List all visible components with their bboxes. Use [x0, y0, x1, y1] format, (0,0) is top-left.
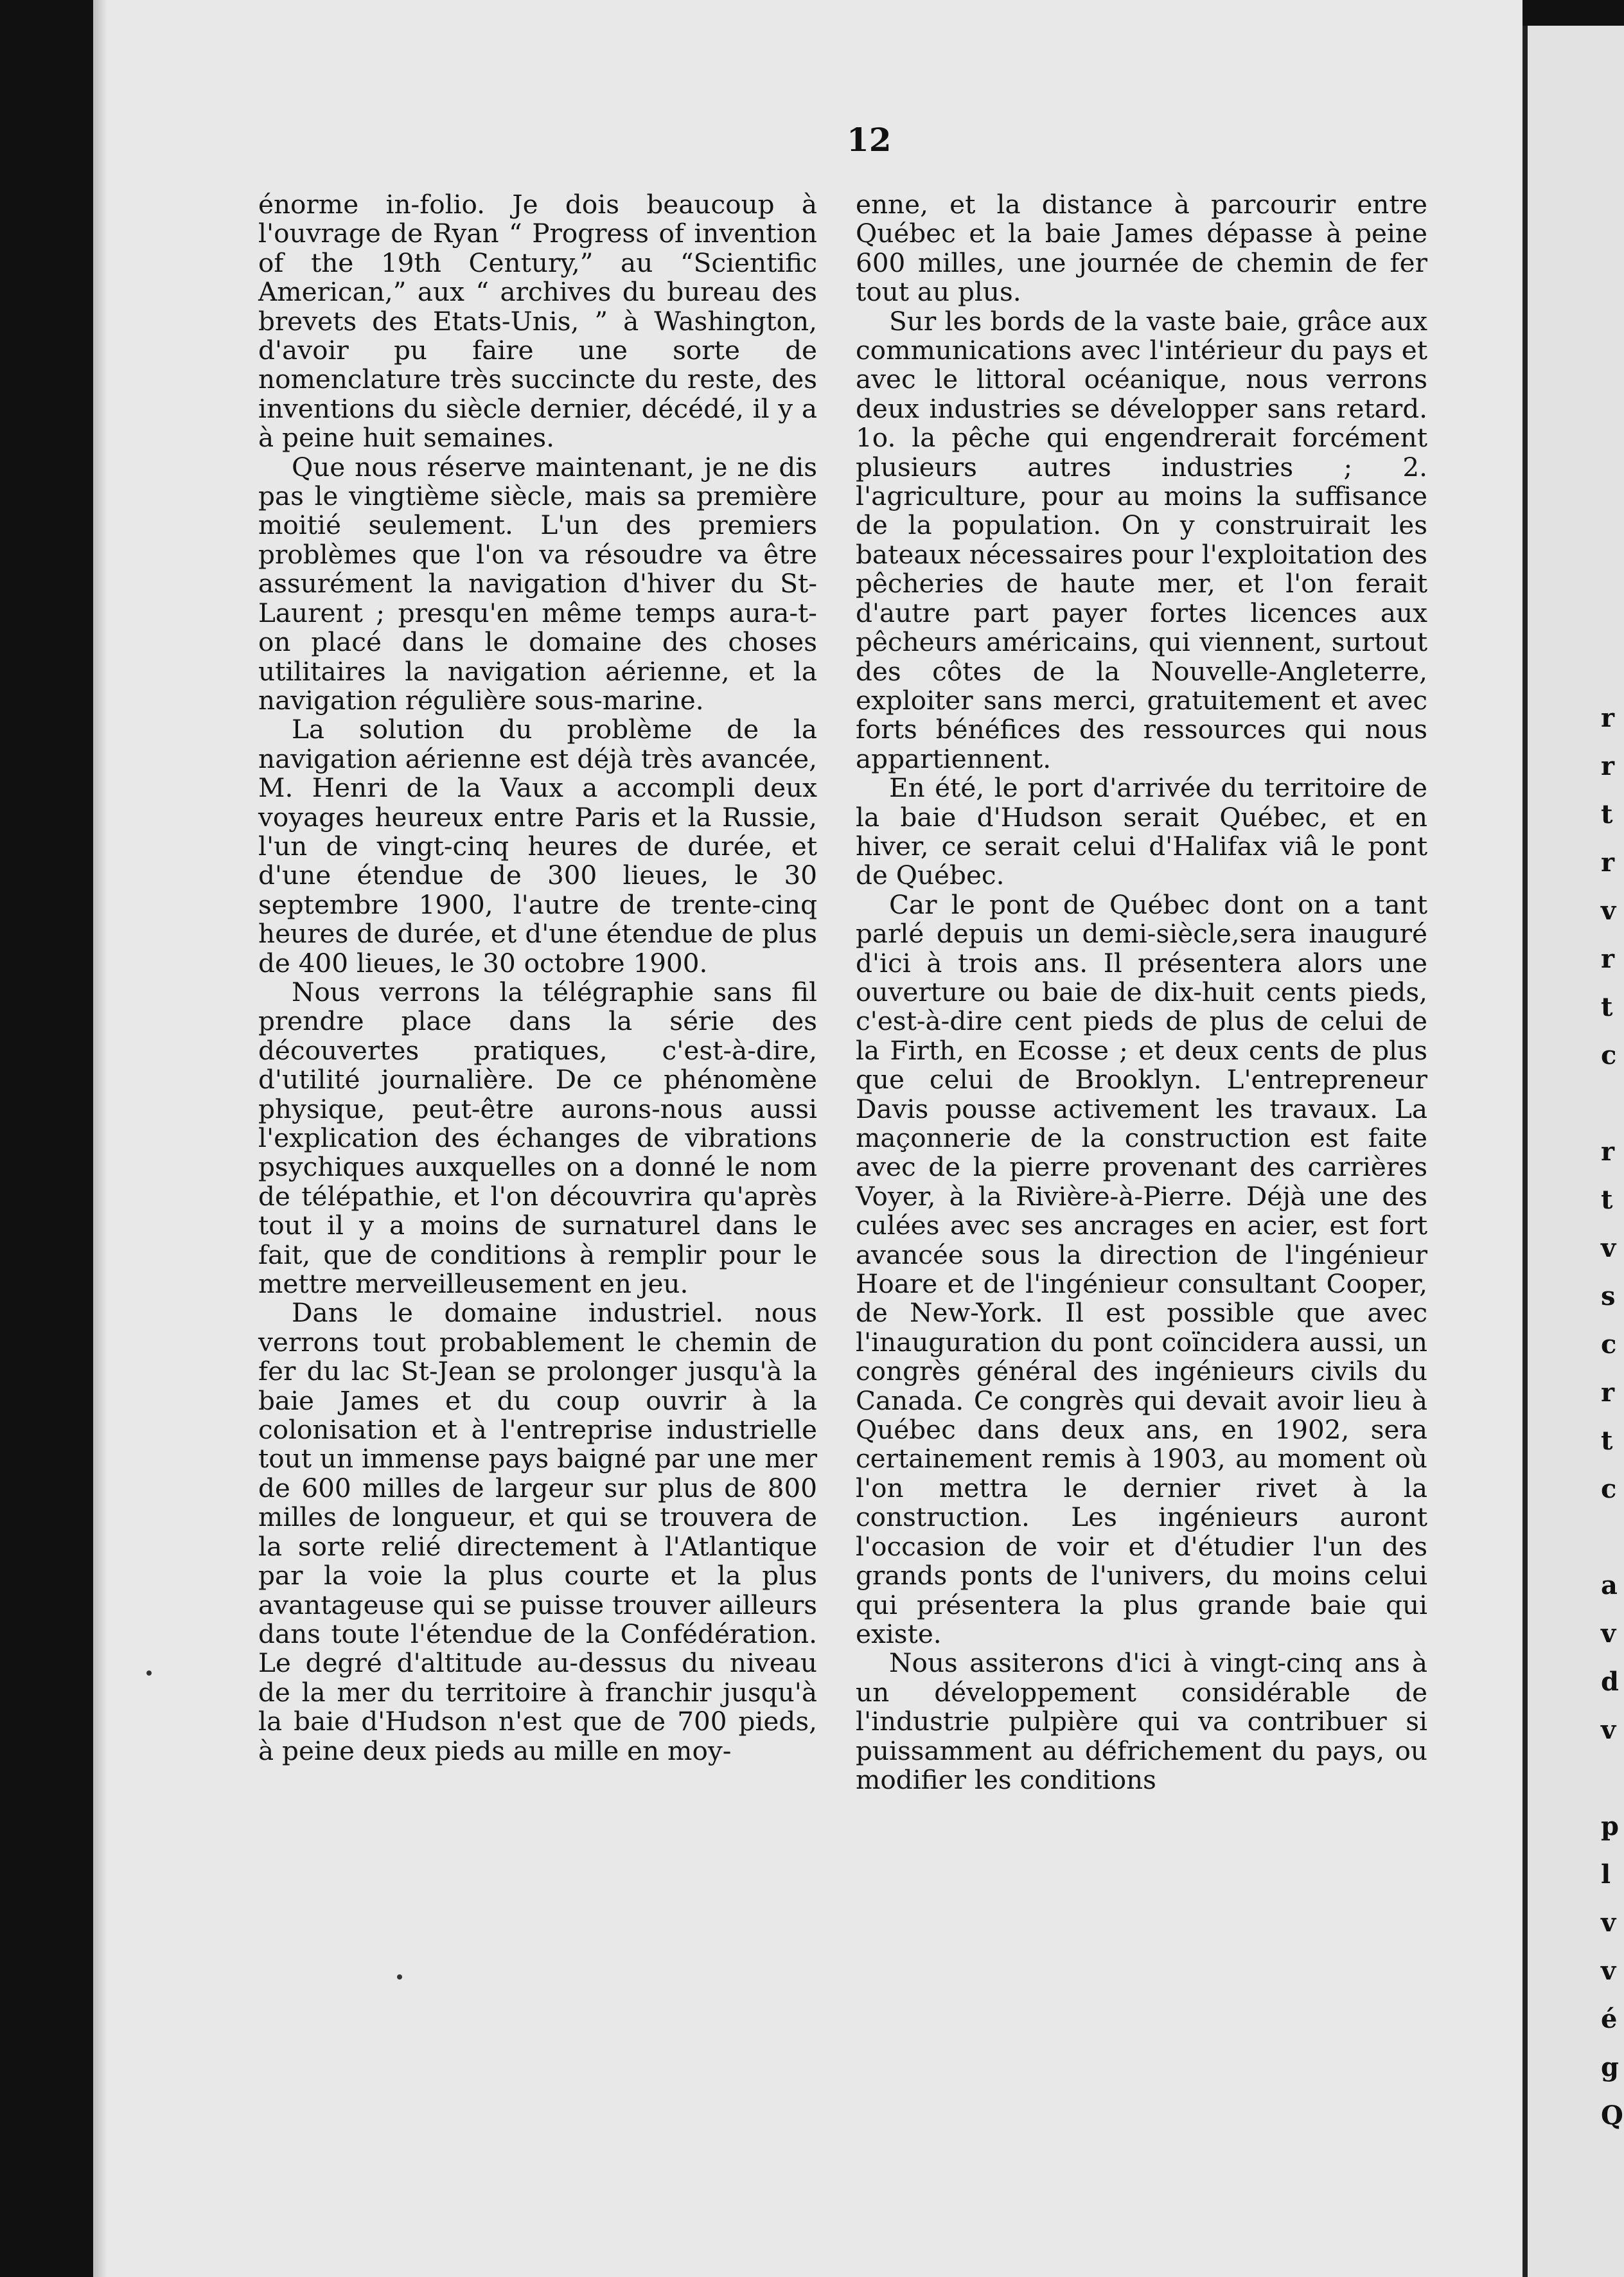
paragraph: Nous verrons la télégraphie sans fil prendre place dans la série des découvertes pratiques, c'est-à-dire, d'utilité journalière. De ce phénomène physique, peut-être aurons-nous aussi l'explication des échanges de vibrations psychiques auxquelles on a donné le nom de télépathie, et l'on découvrira qu'après tout il y a moins de surnaturel dans le fait, que de conditions à remplir pour le mettre merveilleusement en jeu. [258, 976, 817, 1300]
page-number: 12 [847, 121, 892, 159]
paragraph: Car le pont de Québec dont on a tant parlé depuis un demi-siècle,sera inauguré d'ici à trois ans. Il présentera alors une ouverture ou baie de dix-huit cents pieds, c'est-à-dire cent pieds de plus de celui de la Firth, en Ecosse ; et deux cents de plus que celui de Brooklyn. L'entrepreneur Davis pousse activement les travaux. La maçonnerie de la construction est faite avec de la pierre provenant des carrières Voyer, à la Rivière-à-Pierre. Déjà une des culées avec ses ancrages en acier, est fort avancée sous la direction de l'ingénieur Hoare et de l'ingénieur consultant Cooper, de New-York. Il est possible que avec l'inauguration du pont coïncidera aussi, un congrès général des ingénieurs civils du Canada. Ce congrès qui devait avoir lieu à Québec dans deux ans, en 1902, sera certainement remis à 1903, au moment où l'on mettra le dernier rivet à la construction. Les ingénieurs auront l'occasion de voir et d'étudier l'un des grands ponts de l'univers, du moins celui qui présentera la plus grande baie qui existe. [856, 889, 1427, 1649]
left-column [258, 190, 817, 1766]
paragraph: Sur les bords de la vaste baie, grâce aux communications avec l'intérieur du pays et avec le littoral océanique, nous verrons deux industries se développer sans retard. 1o. la pêche qui engendrerait forcément plusieurs autres industries ; 2. l'agriculture, pour au moins la suffisance de la population. On y construirait les bateaux nécessaires pour l'exploitation des pêcheries de haute mer, et l'on ferait d'autre part payer fortes licences aux pêcheurs américains, qui viennent, surtout des côtes de la Nouvelle-Angleterre, exploiter sans merci, gratuitement et avec forts bénéfices des ressources qui nous appartiennent. [856, 305, 1427, 774]
page-binding-shadow [93, 0, 107, 2277]
paragraph: Nous assiterons d'ici à vingt-cinq ans à un développement considérable de l'industrie pulpière qui va contribuer si puissamment au défrichement du pays, ou modifier les conditions [856, 1647, 1427, 1795]
paragraph: énorme in-folio. Je dois beaucoup à l'ouvrage de Ryan “ Progress of invention of the 19th Century,” au “Scientific American,” aux “ archives du bureau des brevets des Etats-Unis, ” à Washington, d'avoir pu faire une sorte de nomenclature très succincte du reste, des inventions du siècle dernier, décédé, il y a à peine huit semaines. [258, 189, 817, 454]
ink-speck [397, 1974, 402, 1980]
paragraph: enne, et la distance à parcourir entre Québec et la baie James dépasse à peine 600 milles, une journée de chemin de fer tout au plus. [856, 189, 1427, 308]
ink-speck [146, 1670, 152, 1676]
page-gutter [1522, 26, 1528, 2277]
right-column [856, 190, 1427, 1794]
paragraph: En été, le port d'arrivée du territoire de la baie d'Hudson serait Québec, et en hiver, ce serait celui d'Halifax viâ le pont de Québec. [856, 772, 1427, 891]
paragraph: La solution du problème de la navigation aérienne est déjà très avancée, M. Henri de la Vaux a accompli deux voyages heureux entre Paris et la Russie, l'un de vingt-cinq heures de durée, et d'une étendue de 300 lieues, le 30 septembre 1900, l'autre de trente-cinq heures de durée, et d'une étendue de plus de 400 lieues, le 30 octobre 1900. [258, 714, 817, 979]
paragraph: Dans le domaine industriel. nous verrons tout probablement le chemin de fer du lac St-Jean se prolonger jusqu'à la baie James et du coup ouvrir à la colonisation et à l'entreprise industrielle tout un immense pays baigné par une mer de 600 milles de largeur sur plus de 800 milles de longueur, et qui se trouvera de la sorte relié directement à l'Atlantique par la voie la plus courte et la plus avantageuse qui se puisse trouver ailleurs dans toute l'étendue de la Confédération. Le degré d'altitude au-dessus du niveau de la mer du territoire à franchir jusqu'à la baie d'Hudson n'est que de 700 pieds, à peine deux pieds au mille en moy- [258, 1297, 817, 1766]
facing-page-fragments: r r t r v r t c r t v s c r t c a v d v p l v v é g Q [1601, 703, 1623, 2131]
paragraph: Que nous réserve maintenant, je ne dis pas le vingtième siècle, mais sa première moitié seulement. L'un des premiers problèmes que l'on va résoudre va être assurément la navigation d'hiver du St-Laurent ; presqu'en même temps aura-t-on placé dans le domaine des choses utilitaires la navigation aérienne, et la navigation régulière sous-marine. [258, 451, 817, 716]
